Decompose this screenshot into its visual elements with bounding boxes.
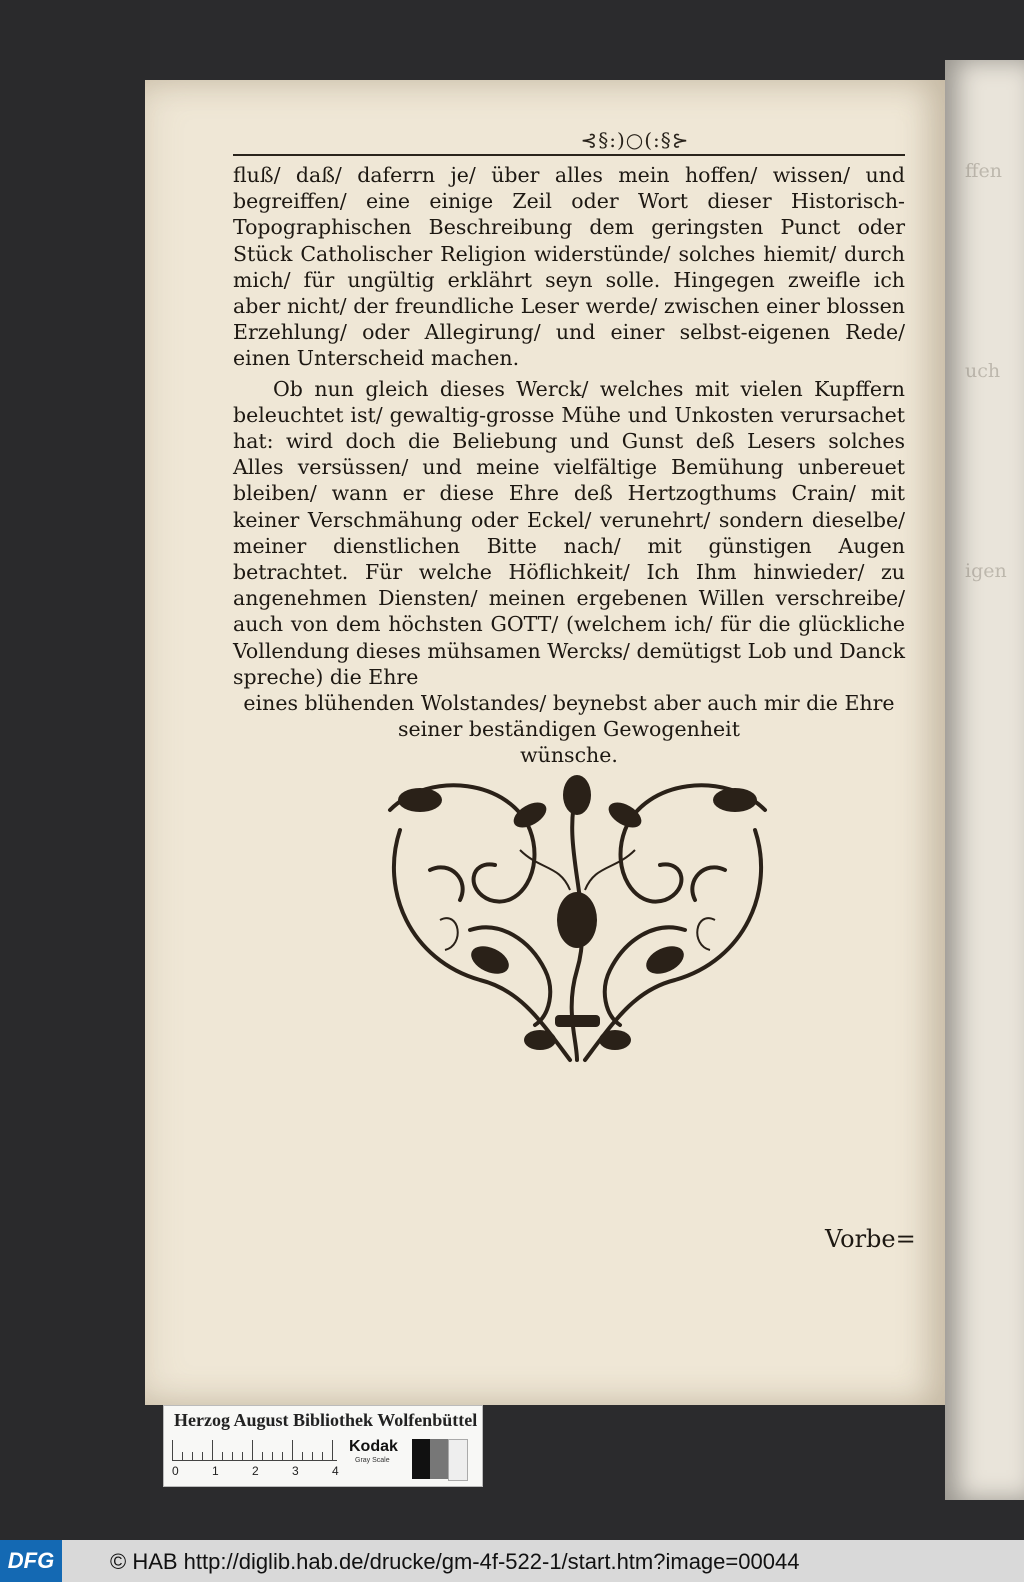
closing-lines (233, 690, 905, 769)
adjacent-page: ffen uch igen (945, 60, 1024, 1500)
closing-line-2: seiner beständigen Gewogenheit (398, 717, 740, 742)
gray-patch-mid (430, 1439, 448, 1479)
scale-ruler (172, 1440, 337, 1461)
library-color-chart-label: Herzog August Bibliothek Wolfenbüttel 0 1 2 3 4 Kodak Gray Scale (163, 1405, 483, 1487)
running-head-ornament: ⊰§:)○(:§⊱ (580, 128, 690, 152)
catchword: Vorbe= (825, 1225, 916, 1253)
library-name: Herzog August Bibliothek Wolfenbüttel (174, 1410, 478, 1430)
paragraph-1: fluß/ daß/ daferrn je/ über alles mein hoffen/ wissen/ und begreiffen/ eine einige Zeil oder Wort dieser Historisch-Topographischen Beschreibung dem geringsten Punct oder Stück Catholischer Religion widerstünde/ solches hiemit/ durch mich/ für ungültig erklährt seyn solle. Hingegen zweifle ich aber nicht/ der freundliche Leser werde/ zwischen einer blossen Erzehlung/ oder Allegirung/ und einer selbst-eigenen Rede/ einen Unterscheid machen. (233, 163, 905, 371)
page-text (233, 162, 905, 769)
copyright-link[interactable]: © HAB http://diglib.hab.de/drucke/gm-4f-522-1/start.htm?image=00044 (110, 1549, 800, 1574)
closing-line-3: wünsche. (520, 743, 618, 768)
dfg-logo: DFG (0, 1540, 62, 1582)
header-rule (233, 154, 905, 156)
scan-background (0, 0, 150, 1540)
paragraph-2: Ob nun gleich dieses Werck/ welches mit vielen Kupffern beleuchtet ist/ gewaltig-grosse Mühe und Unkosten verursachet hat: wird doch die Beliebung und Gunst deß Lesers solches Alles versüssen/ und meine vielfältige Bemühung unbereuet bleiben/ wann er diese Ehre deß Hertzogthums Crain/ mit keiner Verschmähung oder Eckel/ verunehrt/ sondern dieselbe/ meiner dienstlichen Bitte nach/ mit günstigen Augen betrachtet. Für welche Höflichkeit/ Ich Ihm hinwieder/ zu angenehmen Diensten/ meinen ergebenen Willen verschreibe/ auch von dem höchsten GOTT/ (welchem ich/ für die glückliche Vollendung dieses mühsamen Wercks/ demütigst Lob und Danck spreche) die Ehre (233, 376, 905, 689)
floral-tailpiece-ornament (370, 770, 785, 1070)
kodak-logo: Kodak (349, 1438, 398, 1455)
gray-scale-label: Gray Scale (355, 1457, 390, 1464)
gray-patch-white (448, 1439, 468, 1481)
book-page (145, 80, 945, 1405)
footer-bar (0, 1540, 1024, 1582)
closing-line-1: eines blühenden Wolstandes/ beynebst aber auch mir die Ehre (243, 691, 895, 716)
gray-patch-black (412, 1439, 430, 1479)
